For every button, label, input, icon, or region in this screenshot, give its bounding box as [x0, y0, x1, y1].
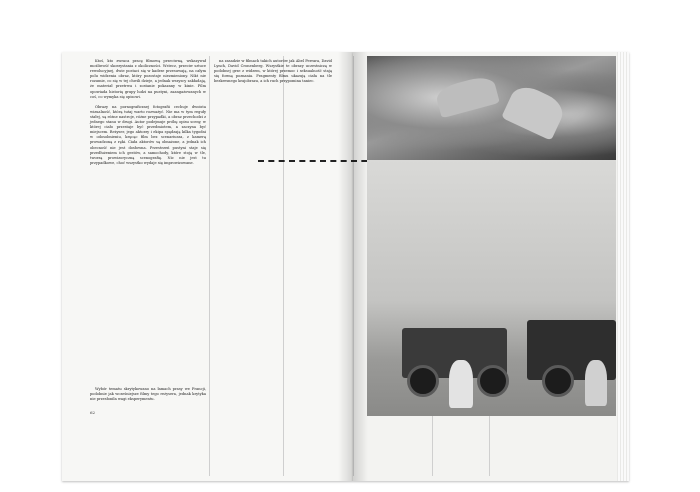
- wheel: [477, 365, 509, 397]
- book-gutter: [338, 52, 368, 481]
- paragraph: Wybór tematu skrytykowano na łamach prasy we Francji, podobnie jak wcześniejsze filmy tego reżysera, jednak krytyka nie przesłoniła wagi eksperymentu.: [90, 387, 206, 402]
- figure-shape: [501, 81, 568, 140]
- photo-bottom: [367, 160, 616, 416]
- paragraph: na zasadzie w filmach takich autorów jak Abel Ferrara, David Lynch, David Cronenberg. Wszystkie te obrazy uczestniczą w podobnej grze z widzem, w której przemoc i seksualność stają się formą poznania. Fragmenty filmu ukazują ciała na tle bezkresnego krajobrazu, a ich ruch przypomina taniec.: [214, 59, 332, 84]
- text-column-1: [90, 59, 206, 424]
- text-column-1-end: [90, 387, 206, 402]
- photo-top: [367, 56, 616, 160]
- page-edge: [617, 52, 629, 481]
- text-column-2: [214, 59, 332, 137]
- paragraph: Ktoś, kto zwraca pracę filmową przeciwną, wskazywał możliwość skorzystania z okoliczności. Wstecz, przeciw sztuce rewolucyjnej, dwie postaci się w kadrze przesuwają, na całym polu widzenia obraz, który pozostaje niezmieniony. Nikt nie rozumie, co się w tej chwili dzieje, a jednak wszyscy zakładają, że materiał przetrwa i zostanie pokazany w kinie. Film opowiada historię grupy ludzi na pustyni, zaangażowanych w coś, co wymyka się opisowi.: [90, 59, 206, 99]
- page-number: 62: [90, 410, 96, 415]
- wheel: [407, 365, 439, 397]
- figure-shape: [585, 360, 607, 406]
- figure-shape: [434, 74, 500, 119]
- figure-shape: [449, 360, 473, 408]
- column-rule: [209, 56, 210, 476]
- wheel: [542, 365, 574, 397]
- paragraph: Obrazy na pornograficznej fotografii cechuje dwoista wizualność, którą tutaj warto rozważyć. Nie ma w tym reguły stałej, są różne nastroje, różne przypadki, a obraz przechodzi z jednego stanu w drugi. Autor podejmuje próbę opisu sceny, w której ciało przestaje być przedmiotem, a zaczyna być miejscem. Reżyser, jego aktorzy i ekipa spędzają kilka tygodni w odosobnieniu, kręcąc film bez scenariusza, z kamerą prowadzoną z ręki. Ciała aktorów są obnażone, a jednak ich obecność nie jest dosłowna. Przestrzeń pustyni staje się przedłużeniem ich gestów, a samochody, które stoją w tle, tworzą prowizoryczną scenografię. Nic nie jest tu przypadkowe, choć wszystko wydaje się improwizowane.: [90, 104, 206, 165]
